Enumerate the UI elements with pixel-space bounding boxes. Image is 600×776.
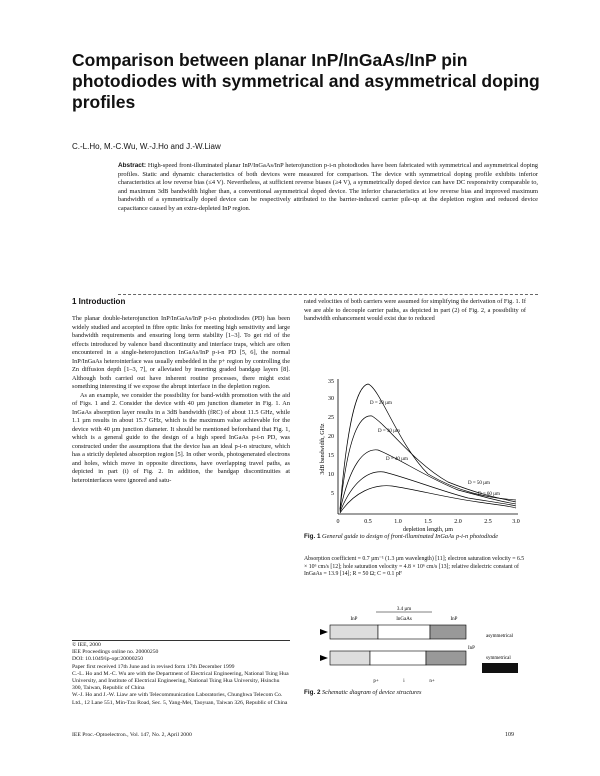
right-column [304, 298, 526, 324]
paragraph: rated velocities of both carriers were assumed for simplifying the derivation of Fig. 1. If we are able to decouple carrier paths, as depicted in part (2) of Fig. 2, a possibility of bandwidth enhancement would exist due to reduced [304, 298, 526, 322]
author-list: C.-L.Ho, M.-C.Wu, W.-J.Ho and J.-W.Liaw [72, 142, 221, 151]
figure-1-plot [318, 374, 528, 532]
y-tick-label: 25 [328, 415, 334, 421]
layer-label: InP [450, 617, 458, 622]
y-tick-label: 15 [328, 453, 334, 459]
curve-label: D = 40 µm [386, 457, 408, 462]
abstract-text: High-speed front-illuminated planar InP/InGaAs/InP heterojunction p-i-n photodiodes have been fabricated with symmetrical and asymmetrical doping profiles. Static and dynamic characteristics of both devices were measured for comparison. The device with symmetrical doping profile exhibits inferior characteristics at low reverse bias (≤4 V). Nevertheless, at sufficient reverse biases (≥4 V), a symmetrically doped device can have DC responsivity comparable to, and maximum 3dB bandwidth higher than, a conventional asymmetrical doped device. The inferior characteristics at low reverse bias and improved maximum bandwidth of a symmetrically doped device can be respectively attributed to the barrier-induced carrier pile-up at the depletion region and reduced device capacitance caused by an extra-depleted InP region. [118, 162, 538, 212]
layer-absorption [378, 625, 430, 639]
footnote: © IEE, 2000 [72, 642, 101, 648]
x-tick-label: 3.0 [512, 519, 520, 525]
curve-label: D = 50 µm [468, 481, 490, 486]
footnote: IEE Proceedings online no. 20000250 [72, 649, 159, 656]
layer-n-region [430, 625, 466, 639]
journal-citation: IEE Proc.-Optoelectron., Vol. 147, No. 2, April 2000 [72, 732, 192, 738]
x-tick-label: 0.5 [364, 519, 372, 525]
curve-label: D = 30 µm [378, 429, 400, 434]
layer-label: InP [350, 617, 358, 622]
y-tick-label: 30 [328, 396, 334, 402]
figure-1-note: Absorption coefficient = 0.7 µm⁻¹ (1.3 µm wavelength) [11]; electron saturation velocity = 6.5 × 10⁶ cm/s [12]; hole saturation velocity = 4.8 × 10⁶ cm/s [13]; relative dielectric constant of InGaAs = 13.9 [14]; R = 50 Ω; C = 0.1 pF [304, 556, 525, 578]
footnote: C.-L. Ho and M.-C. Wu are with the Department of Electrical Engineering, National Tsing Hua University, and Institute of Electrical Engineering, National Tsing Hua University, Hsinchu 300, Taiwan, Republic of China [72, 670, 289, 692]
curve-label: D = 20 µm [370, 401, 392, 406]
structure-label: asymmetrical [486, 634, 513, 639]
footnote: Paper first received 17th June and in revised form 17th December 1999 [72, 663, 235, 670]
figure-2-caption-label: Fig. 2 [304, 689, 321, 696]
paper-title: Comparison between planar InP/InGaAs/InP pin photodiodes with symmetrical and asymmetrical doping profiles [72, 50, 540, 112]
footnote-divider [72, 640, 290, 641]
arrow-icon [320, 629, 328, 635]
curve-label: D = 60 µm [478, 492, 500, 497]
figure-1-caption-label: Fig. 1 [304, 533, 321, 540]
figure-1-caption-text: General guide to design of front-illuminated InGaAs p-i-n photodiode [322, 533, 499, 540]
paragraph: The planar double-heterojunction InP/InGaAs/InP p-i-n photodiodes (PD) has been widely studied and accepted in fibre optic links for meeting high sensitivity and large bandwidth requirements and ensuring long term stability [1–3]. To get rid of the effects introduced by valence band discontinuity and interface traps, which are often encountered in a single-heterojunction InGaAs/InP p-i-n PD [5, 6], the normal InP/InGaAs heterointerface was usually embedded in the p+ region by controlling the Zn diffusion depth [1–3, 7], or alleviated by inserting graded bandgap layers [8]. Although both carried out have inherent routine processes, there might exist something interesting if we expose the abrupt interface in the depletion region. [72, 315, 290, 390]
y-tick-label: 5 [331, 491, 334, 497]
footnote: W.-J. Ho and J.-W. Liaw are with Telecommunication Laboratories, Chunghwa Telecom Co. Ltd., 12 Lane 551, Min-Tzu Road, Sec. 5, Yang-Mei, Taoyuan, Taiwan 326, Republic of China [72, 692, 288, 706]
layer-p-region [330, 651, 370, 665]
figure-2-caption-text: Schematic diagram of device structures [322, 689, 422, 696]
y-axis-label: 3dB bandwidth, GHz [320, 423, 326, 475]
dimension-label: 3.4 µm [396, 607, 412, 612]
figure-2-caption [304, 689, 526, 697]
y-tick-label: 10 [328, 472, 334, 478]
layer-p-region [330, 625, 378, 639]
y-tick-label: 35 [328, 379, 334, 385]
layer-label: n+ [429, 679, 435, 684]
layer-label: i [403, 679, 405, 684]
abstract [118, 162, 538, 214]
x-tick-label: 2.0 [454, 519, 462, 525]
layer-label: InGaAs [396, 617, 412, 622]
left-column [72, 315, 290, 485]
layer-label: p+ [373, 679, 379, 684]
paragraph: As an example, we consider the possibility for band-width promotion with the aid of Figs. 1 and 2. Consider the device with 40 µm junction diameter in Fig. 1. An InGaAs absorption layer results in a 3dB bandwidth (fRC) of about 11.5 GHz, while 1.1 µm results in about 15.7 GHz, which is the maximum value achievable for the device with 40 µm junction diameter. It should be mentioned beforehand that Fig. 1, which is a general guide to the design of a high speed InGaAs p-i-n PD, was constructed under the assumptions that the device has an ideal p-i-n structure, which has a strictly depleted absorption region [5]. In other words, photogenerated electrons and holes, which move in opposite directions, have overlapping travel paths, as depicted in part (i) of Fig. 2. In addition, the bandgap discontinuities at heterointerfaces were ignored and satu- [72, 391, 290, 484]
abstract-label: Abstract: [118, 162, 147, 169]
abstract-divider [118, 294, 538, 295]
section-heading: 1 Introduction [72, 297, 126, 306]
page-number: 109 [505, 732, 514, 738]
footnote: DOI: 10.1049/ip-opt:20000250 [72, 656, 144, 663]
x-axis-label: depletion length, µm [403, 527, 453, 532]
figure-2-diagram [316, 603, 520, 687]
x-tick-label: 0 [336, 519, 340, 525]
legend-block [482, 663, 518, 673]
x-tick-label: 1.5 [424, 519, 432, 525]
curve-d60 [340, 486, 516, 513]
arrow-icon [320, 655, 328, 661]
footnotes [72, 642, 290, 707]
figure-1-caption [304, 533, 526, 541]
x-tick-label: 2.5 [484, 519, 492, 525]
structure-label: InP [468, 646, 475, 651]
y-tick-label: 20 [328, 434, 334, 440]
layer-n-region [426, 651, 466, 665]
structure-label: symmetrical [486, 656, 511, 661]
layer-absorption [370, 651, 426, 665]
x-tick-label: 1.0 [394, 519, 402, 525]
